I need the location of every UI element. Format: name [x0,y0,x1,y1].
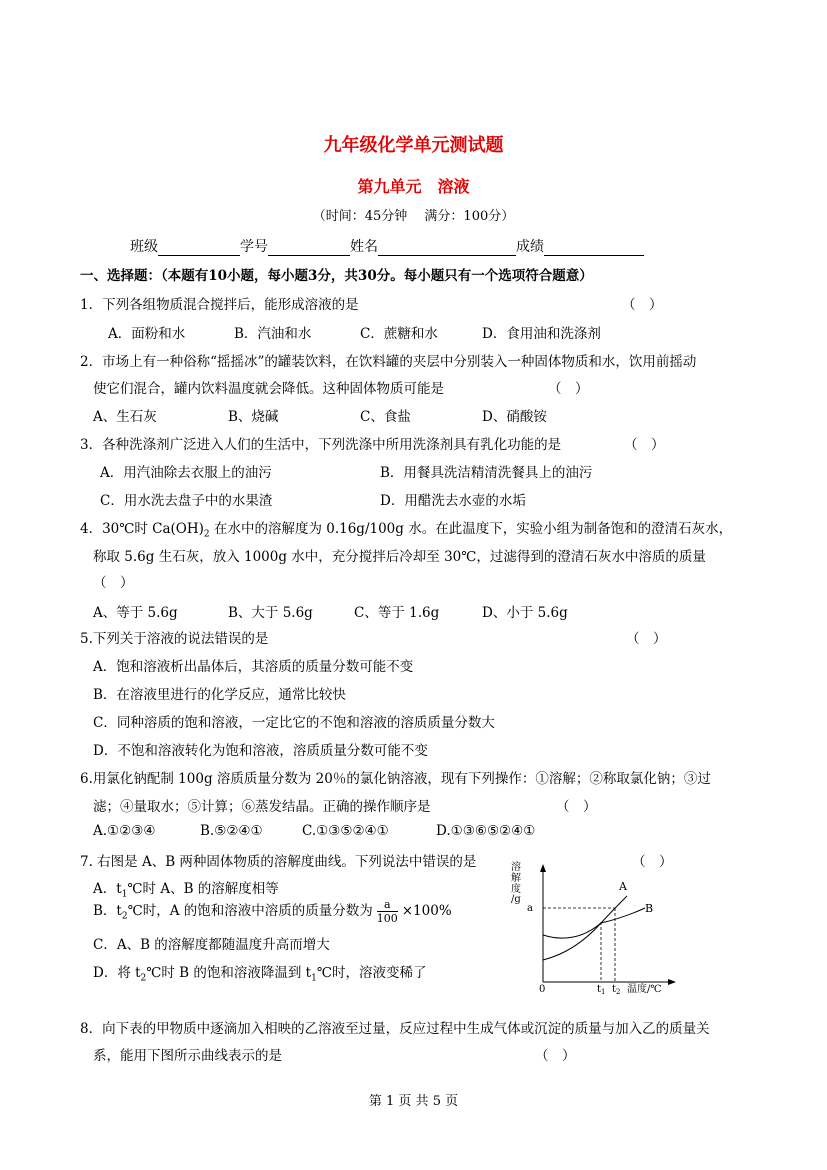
page-footer: 第 1 页 共 5 页 [368,1094,459,1109]
t1-label [597,984,606,995]
origin-label: 0 [539,984,546,995]
q7-b-tail: ×100% [401,903,452,919]
q4-option-c: C、等于 1.6g [354,605,440,621]
class-blank[interactable] [158,241,240,256]
q8-stem-line1: 8．向下表的甲物质中逐滴加入相映的乙溶液至过量，反应过程中生成气体或沉淀的质量与加入乙的质量关 [80,1021,710,1037]
q1-stem: 1．下列各组物质混合搅拌后，能形成溶液的是 [80,297,359,313]
q6-stem-line2: 滤；④量取水；⑤计算；⑥蒸发结晶。正确的操作顺序是 [93,799,431,815]
section-heading: 一、选择题：（本题有10小题，每小题3分，共30分。每小题只有一个选项符合题意） [80,268,593,284]
q7-option-c: C．A、B 的溶解度都随温度升高而增大 [93,937,330,953]
a-value-label: a [527,903,533,914]
q6-stem-line1: 6.用氯化钠配制 100g 溶质质量分数为 20％的氯化钠溶液，现有下列操作：①溶解；②称取氯化钠；③过 [80,771,711,787]
t1-text: t [597,984,602,995]
q7-d-sub: 2 [140,973,147,984]
q5-answer-paren[interactable]: （ ） [626,631,667,647]
q5-stem: 5.下列关于溶液的说法错误的是 [80,631,269,647]
y-label-char-2: 解 [511,873,521,884]
x-axis-arrow [668,979,676,985]
q7-option-d [93,961,426,984]
q1-option-d: D．食用油和洗涤剂 [482,326,601,342]
exam-meta: （时间：45分钟 满分：100分） [312,209,515,224]
q7-d-pre: D．将 t [93,965,141,981]
q4-answer-paren[interactable]: （ ） [93,575,134,591]
q7-b-sub: 2 [121,911,128,922]
q7-stem: 7. 右图是 A、B 两种固体物质的溶解度曲线。下列说法中错误的是 [80,854,477,870]
unit-title: 第九单元 溶液 [357,177,470,196]
page-title: 九年级化学单元测试题 [323,135,504,156]
q7-a-post: ℃时 A、B 的溶解度相等 [127,881,279,897]
q3-option-b: B．用餐具洗洁精清洗餐具上的油污 [380,465,593,481]
q4-stem-line1 [80,517,732,540]
q7-b-post: ℃时，A 的饱和溶液中溶质的质量分数为 [127,903,373,919]
curve-a [543,896,627,960]
class-label: 班级 [130,239,158,255]
q7-answer-paren[interactable]: （ ） [632,854,673,870]
q8-answer-paren[interactable]: （ ） [535,1048,576,1064]
q2-option-b: B、烧碱 [228,409,279,425]
q7-option-b [93,898,452,925]
q7-b-pre: B．t [93,903,122,919]
q2-option-a: A、生石灰 [93,409,157,425]
q3-option-d: D．用醋洗去水壶的水垢 [380,493,526,509]
q7-option-a [93,877,279,900]
solubility-curve-graph [505,860,685,995]
q2-option-d: D、硝酸铵 [482,409,547,425]
student-info-line [130,236,644,256]
fraction-numerator: a [377,898,398,912]
q7-d-mid: ℃时 B 的饱和溶液降温到 t [146,965,312,981]
q3-stem: 3．各种洗涤剂广泛进入人们的生活中，下列洗涤中所用洗涤剂具有乳化功能的是 [80,437,562,453]
q1-option-a: A．面粉和水 [108,326,186,342]
y-axis-arrow [540,864,546,872]
t2-sub: 2 [616,988,621,995]
t2-label [612,984,621,995]
q4-option-a: A、等于 5.6g [93,605,178,621]
q4-stem-line2: 称取 5.6g 生石灰，放入 1000g 水中，充分搅拌后冷却至 30℃，过滤得到的澄清石灰水中溶质的质量 [93,549,706,565]
q6-option-b: B.⑤②④① [200,823,263,839]
q5-option-d: D．不饱和溶液转化为饱和溶液，溶质质量分数可能不变 [93,743,428,759]
score-label: 成绩 [516,239,544,255]
q2-stem-line1: 2．市场上有一种俗称“摇摇冰”的罐装饮料，在饮料罐的夹层中分别装入一种固体物质和水，饮用前摇动 [80,354,697,370]
q4-stem-a: 4．30℃时 Ca(OH) [80,521,204,537]
q5-option-c: C．同种溶质的饱和溶液，一定比它的不饱和溶液的溶质质量分数大 [93,715,495,731]
q7-b-fraction [377,898,398,925]
curve-b [543,908,645,938]
q7-a-pre: A．t [93,881,122,897]
q7-d-post: ℃时，溶液变稀了 [316,965,427,981]
q4-option-b: B、大于 5.6g [228,605,313,621]
q4-stem-b: 在水中的溶解度为 0.16g/100g 水。在此温度下，实验小组为制备饱和的澄清石灰水， [209,521,733,537]
q1-option-b: B．汽油和水 [234,326,312,342]
t1-sub: 1 [601,988,606,995]
id-blank[interactable] [268,241,350,256]
y-label-char-3: 度 [511,884,521,895]
q8-stem-line2: 系，能用下图所示曲线表示的是 [93,1048,282,1064]
q3-option-c: C．用水洗去盘子中的水果渣 [100,493,273,509]
y-label-char-1: 溶 [511,862,521,873]
score-blank[interactable] [544,241,644,256]
fraction-denominator: 100 [376,912,398,925]
q7-a-sub: 1 [121,889,128,900]
q6-answer-paren[interactable]: （ ） [556,799,597,815]
q2-answer-paren[interactable]: （ ） [548,381,589,397]
curve-a-label: A [619,880,627,893]
q2-option-c: C、食盐 [360,409,411,425]
y-label-char-4: /g [511,894,521,905]
q1-option-c: C．蔗糖和水 [360,326,438,342]
q5-option-b: B．在溶液里进行的化学反应，通常比较快 [93,687,346,703]
id-label: 学号 [240,239,268,255]
q6-option-a: A.①②③④ [93,823,156,839]
name-blank[interactable] [378,241,516,256]
q3-option-a: A．用汽油除去衣服上的油污 [100,465,272,481]
q4-stem-sub: 2 [203,529,210,540]
x-axis-label: 温度/℃ [627,984,662,995]
name-label: 姓名 [350,239,378,255]
q7-d-sub2: 1 [311,973,317,984]
q4-option-d: D、小于 5.6g [482,605,568,621]
q6-option-c: C.①③⑤②④① [302,823,389,839]
q3-answer-paren[interactable]: （ ） [624,437,665,453]
q5-option-a: A．饱和溶液析出晶体后，其溶质的质量分数可能不变 [93,659,414,675]
t2-text: t [612,984,617,995]
q2-stem-line2: 使它们混合，罐内饮料温度就会降低。这种固体物质可能是 [93,381,444,397]
curve-b-label: B [645,902,654,915]
q1-answer-paren[interactable]: （ ） [622,297,663,313]
q6-option-d: D.①③⑥⑤②④① [436,823,536,839]
y-axis-label [511,860,521,905]
